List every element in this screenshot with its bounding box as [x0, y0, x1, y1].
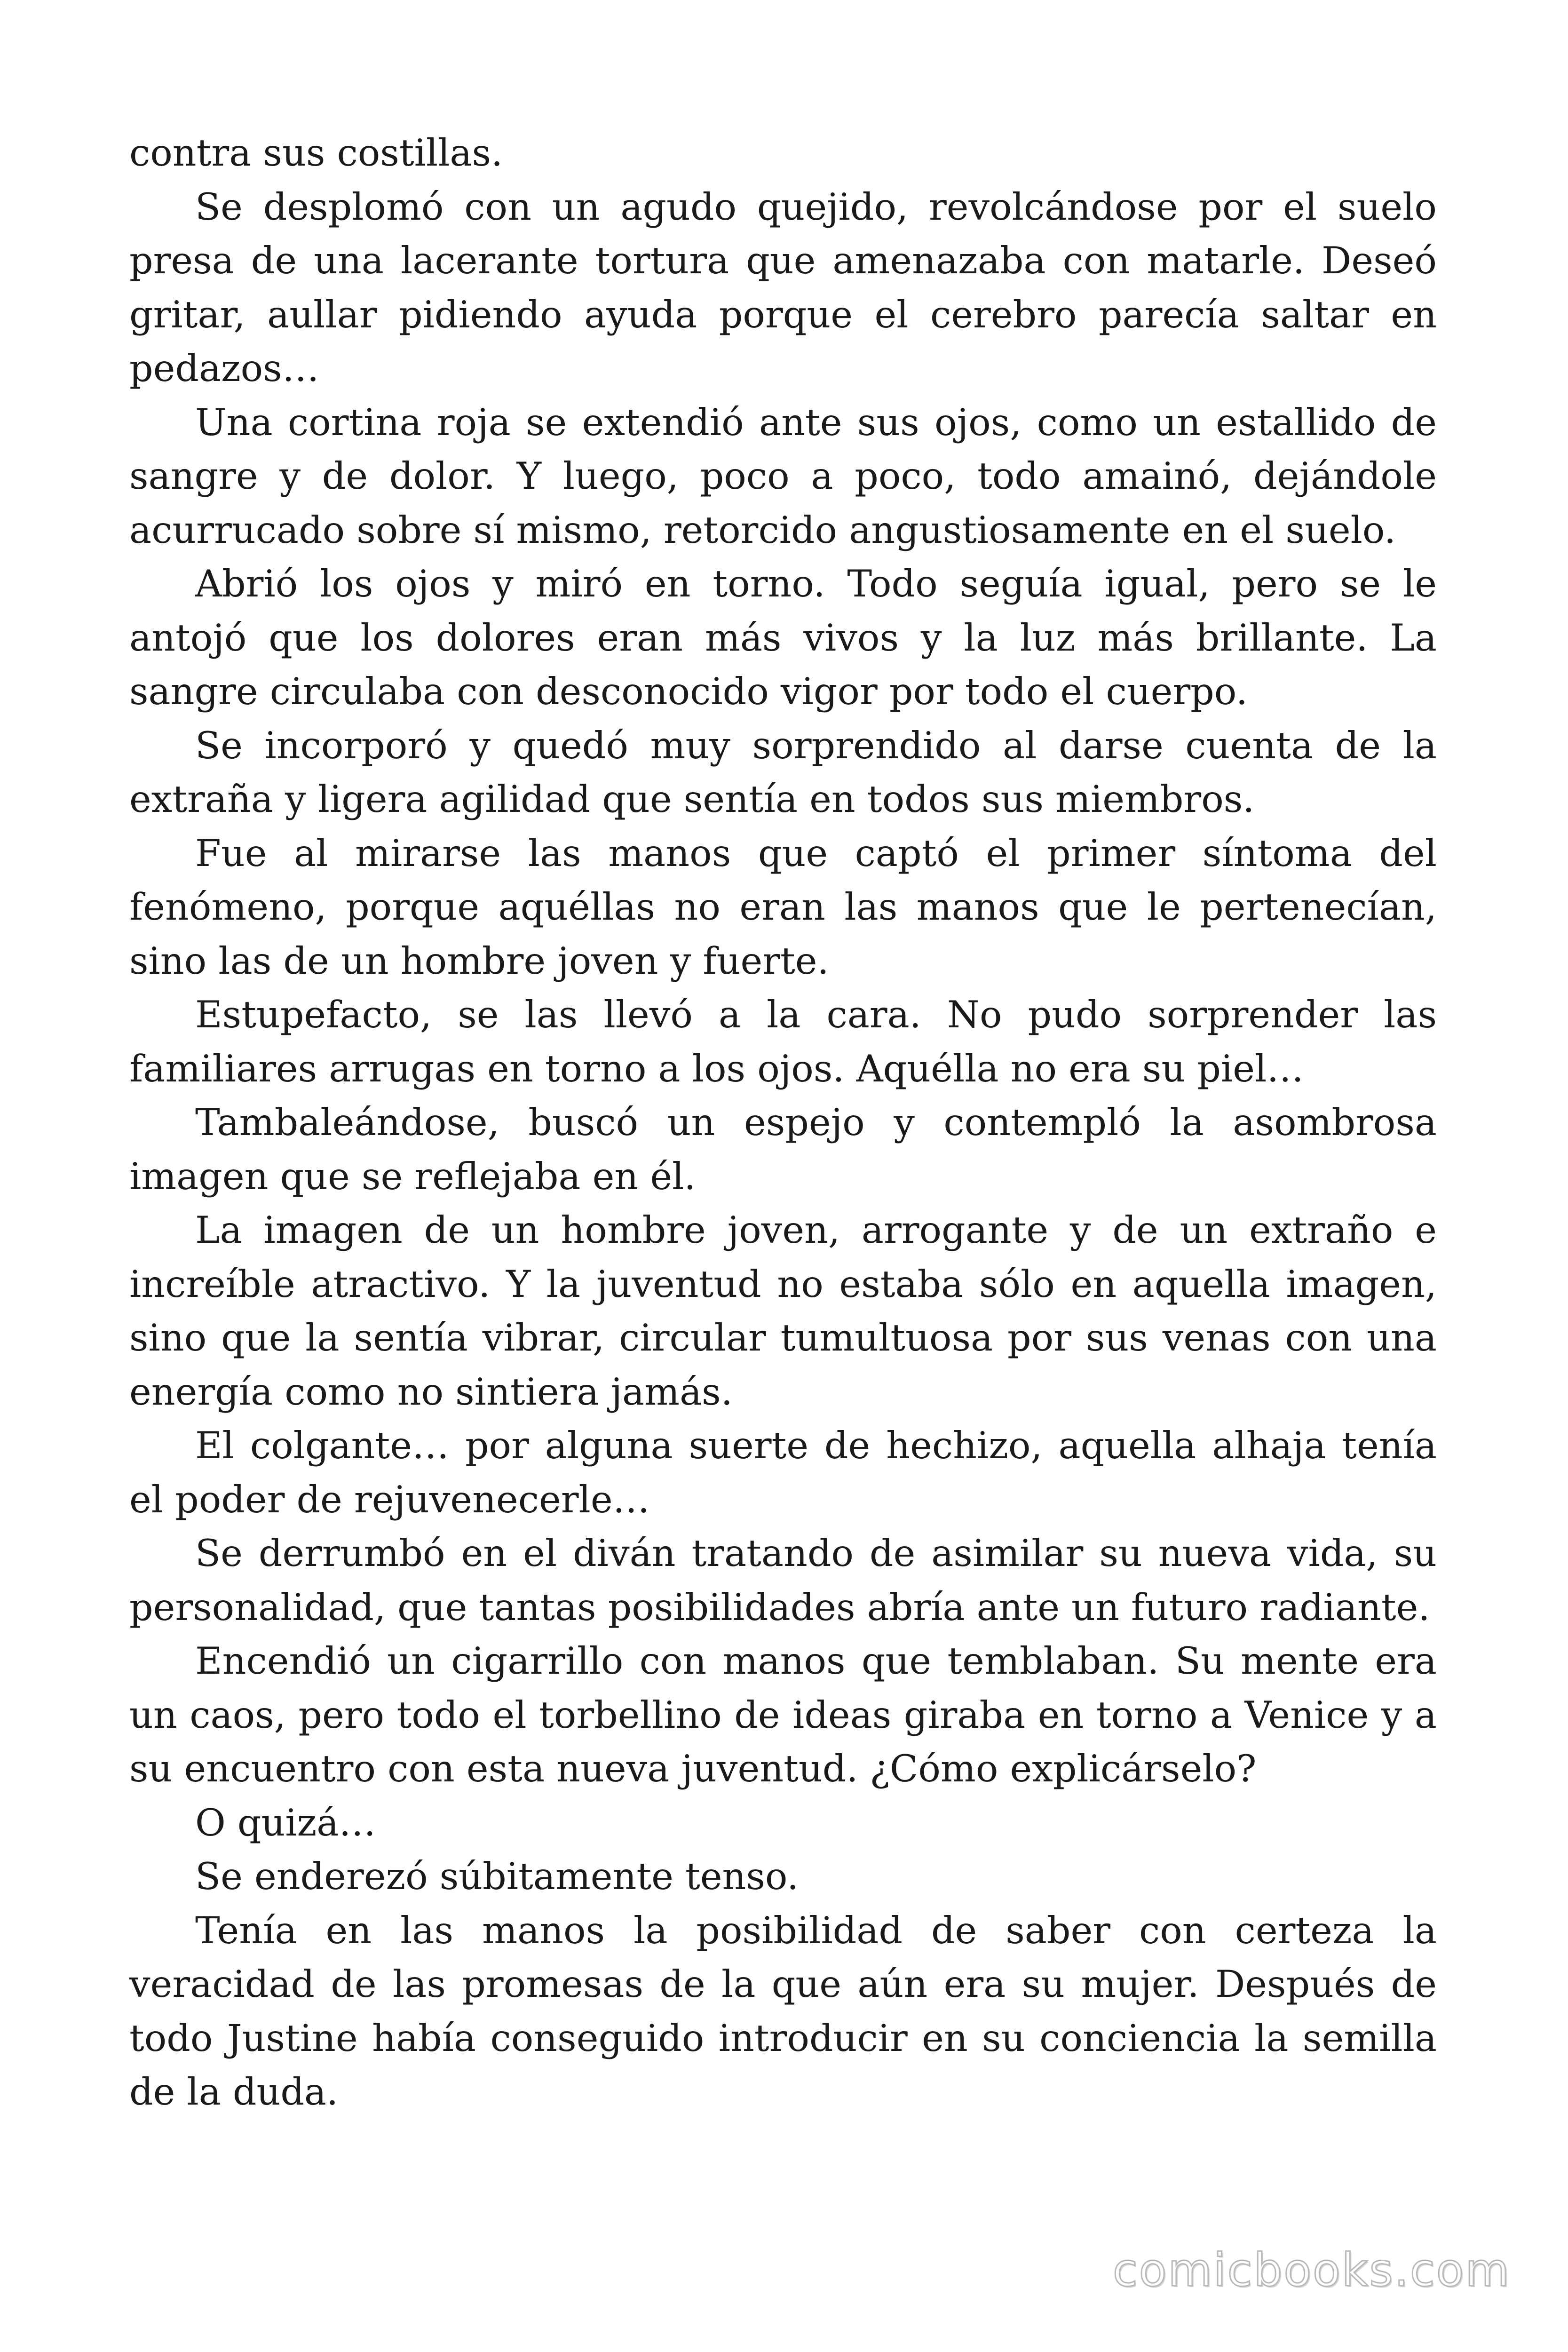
- paragraph-4: Abrió los ojos y miró en torno. Todo seguía igual, pero se le antojó que los dolores eran más vivos y la luz más brillante. La sangre circulaba con desconocido vigor por todo el cuerpo.: [129, 562, 1437, 713]
- paragraph-2: Se desplomó con un agudo quejido, revolcándose por el suelo presa de una lacerante tortura que amenazaba con matarle. Deseó gritar, aullar pidiendo ayuda porque el cerebro parecía saltar en pedazos…: [129, 185, 1437, 390]
- paragraph-5: Se incorporó y quedó muy sorprendido al darse cuenta de la extraña y ligera agilidad que sentía en todos sus miembros.: [129, 723, 1437, 821]
- paragraph-8: Tambaleándose, buscó un espejo y contempló la asombrosa imagen que se reflejaba en él.: [129, 1101, 1437, 1198]
- paragraph-1: contra sus costillas.: [129, 131, 503, 175]
- paragraph-7: Estupefacto, se las llevó a la cara. No pudo sorprender las familiares arrugas en torno a los ojos. Aquélla no era su piel…: [129, 993, 1437, 1090]
- paragraph-3: Una cortina roja se extendió ante sus ojos, como un estallido de sangre y de dolor. Y luego, poco a poco, todo amainó, dejándole acurrucado sobre sí mismo, retorcido angustiosamente en el suelo.: [129, 400, 1437, 552]
- paragraph-9: La imagen de un hombre joven, arrogante y de un extraño e increíble atractivo. Y la juventud no estaba sólo en aquella imagen, sino que la sentía vibrar, circular tumultuosa por sus venas con una energía como no sintiera jamás.: [129, 1208, 1437, 1414]
- paragraph-6: Fue al mirarse las manos que captó el primer síntoma del fenómeno, porque aquéllas no eran las manos que le pertenecían, sino las de un hombre joven y fuerte.: [129, 831, 1437, 983]
- paragraph-11: Se derrumbó en el diván tratando de asimilar su nueva vida, su personalidad, que tantas posibilidades abría ante un futuro radiante.: [129, 1532, 1437, 1629]
- watermark-logo: comicbooks.com: [1112, 2244, 1511, 2296]
- paragraph-14: Se enderezó súbitamente tenso.: [195, 1855, 799, 1898]
- paragraph-10: El colgante… por alguna suerte de hechizo, aquella alhaja tenía el poder de rejuvenecerle…: [129, 1424, 1437, 1521]
- paragraph-12: Encendió un cigarrillo con manos que temblaban. Su mente era un caos, pero todo el torbellino de ideas giraba en torno a Venice y a su encuentro con esta nueva juventud. ¿Cómo explicárselo?: [129, 1639, 1437, 1790]
- paragraph-15: Tenía en las manos la posibilidad de saber con certeza la veracidad de las promesas de la que aún era su mujer. Después de todo Justine había conseguido introducir en su conciencia la semilla de la duda.: [129, 1908, 1437, 2114]
- body-text: [129, 126, 1437, 2119]
- paragraph-13: O quizá…: [195, 1801, 376, 1844]
